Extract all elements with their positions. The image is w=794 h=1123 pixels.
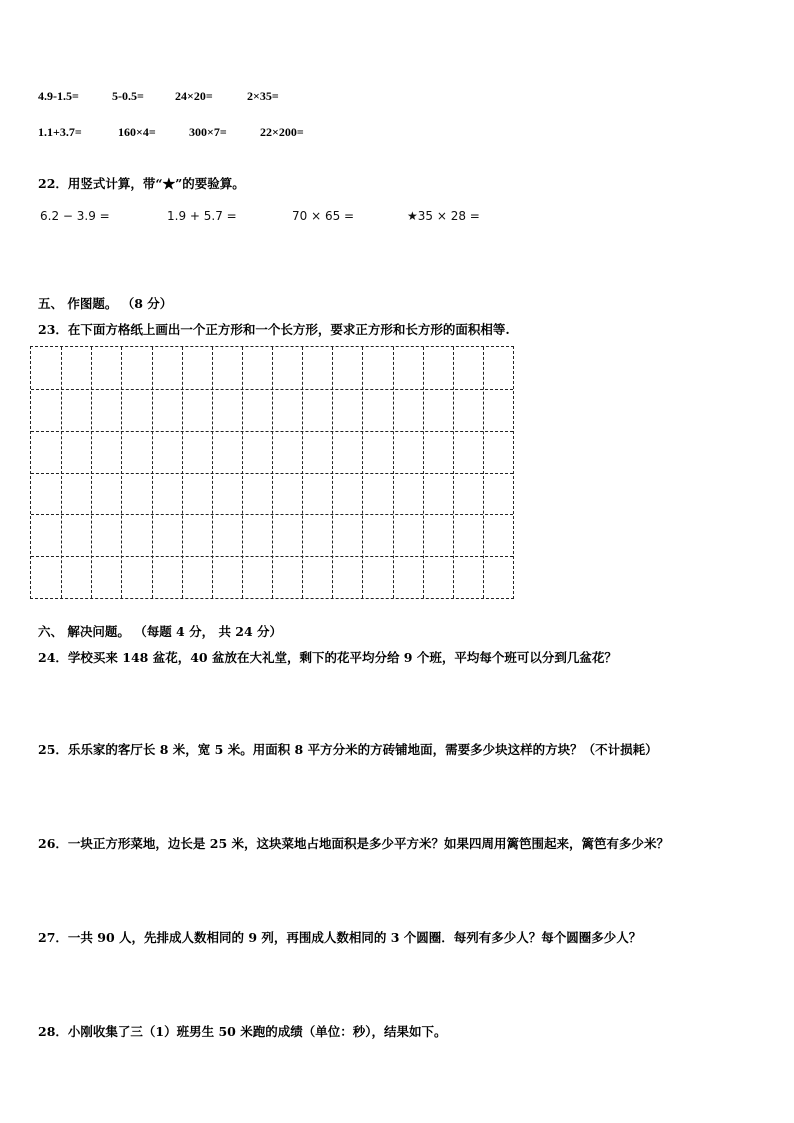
grid-line-horizontal bbox=[31, 389, 513, 390]
grid-paper[interactable] bbox=[30, 346, 514, 599]
oral-row1-item1: 4.9-1.5= bbox=[38, 89, 79, 103]
oral-row1-item2: 5-0.5= bbox=[112, 89, 144, 103]
oral-row2-item4: 22×200= bbox=[260, 125, 304, 139]
q22-item-1: 6.2 − 3.9 = bbox=[40, 209, 110, 223]
grid-line-horizontal bbox=[31, 556, 513, 557]
question-22-title: 22．用竖式计算，带“★”的要验算。 bbox=[38, 176, 245, 191]
oral-row2-item2: 160×4= bbox=[118, 125, 156, 139]
oral-row1-item4: 2×35= bbox=[247, 89, 279, 103]
q22-item-2: 1.9 + 5.7 = bbox=[167, 209, 237, 223]
oral-row2-item3: 300×7= bbox=[189, 125, 227, 139]
question-25-text: 25．乐乐家的客厅长 8 米，宽 5 米。用面积 8 平方分米的方砖铺地面，需要多少块这样的方块？（不计损耗） bbox=[38, 742, 658, 757]
question-24-text: 24．学校买来 148 盆花，40 盆放在大礼堂，剩下的花平均分给 9 个班，平均每个班可以分到几盆花？ bbox=[38, 650, 617, 665]
grid-line-horizontal bbox=[31, 431, 513, 432]
section-5-heading: 五、 作图题。 （8 分） bbox=[38, 296, 173, 311]
question-28-text: 28．小刚收集了三（1）班男生 50 米跑的成绩（单位：秒），结果如下。 bbox=[38, 1024, 447, 1039]
q22-item-4: ★35 × 28 = bbox=[407, 209, 480, 223]
grid-line-horizontal bbox=[31, 514, 513, 515]
question-26-text: 26．一块正方形菜地，边长是 25 米，这块菜地占地面积是多少平方米？如果四周用篱笆围起来，篱笆有多少米？ bbox=[38, 836, 669, 851]
question-27-text: 27．一共 90 人，先排成人数相同的 9 列，再围成人数相同的 3 个圆圈．每列有多少人？每个圆圈多少人？ bbox=[38, 930, 642, 945]
question-23-title: 23．在下面方格纸上画出一个正方形和一个长方形，要求正方形和长方形的面积相等. bbox=[38, 322, 510, 337]
q22-item-3: 70 × 65 = bbox=[292, 209, 355, 223]
grid-line-horizontal bbox=[31, 473, 513, 474]
section-6-heading: 六、 解决问题。 （每题 4 分， 共 24 分） bbox=[38, 624, 283, 639]
oral-row1-item3: 24×20= bbox=[175, 89, 213, 103]
oral-row2-item1: 1.1+3.7= bbox=[38, 125, 82, 139]
